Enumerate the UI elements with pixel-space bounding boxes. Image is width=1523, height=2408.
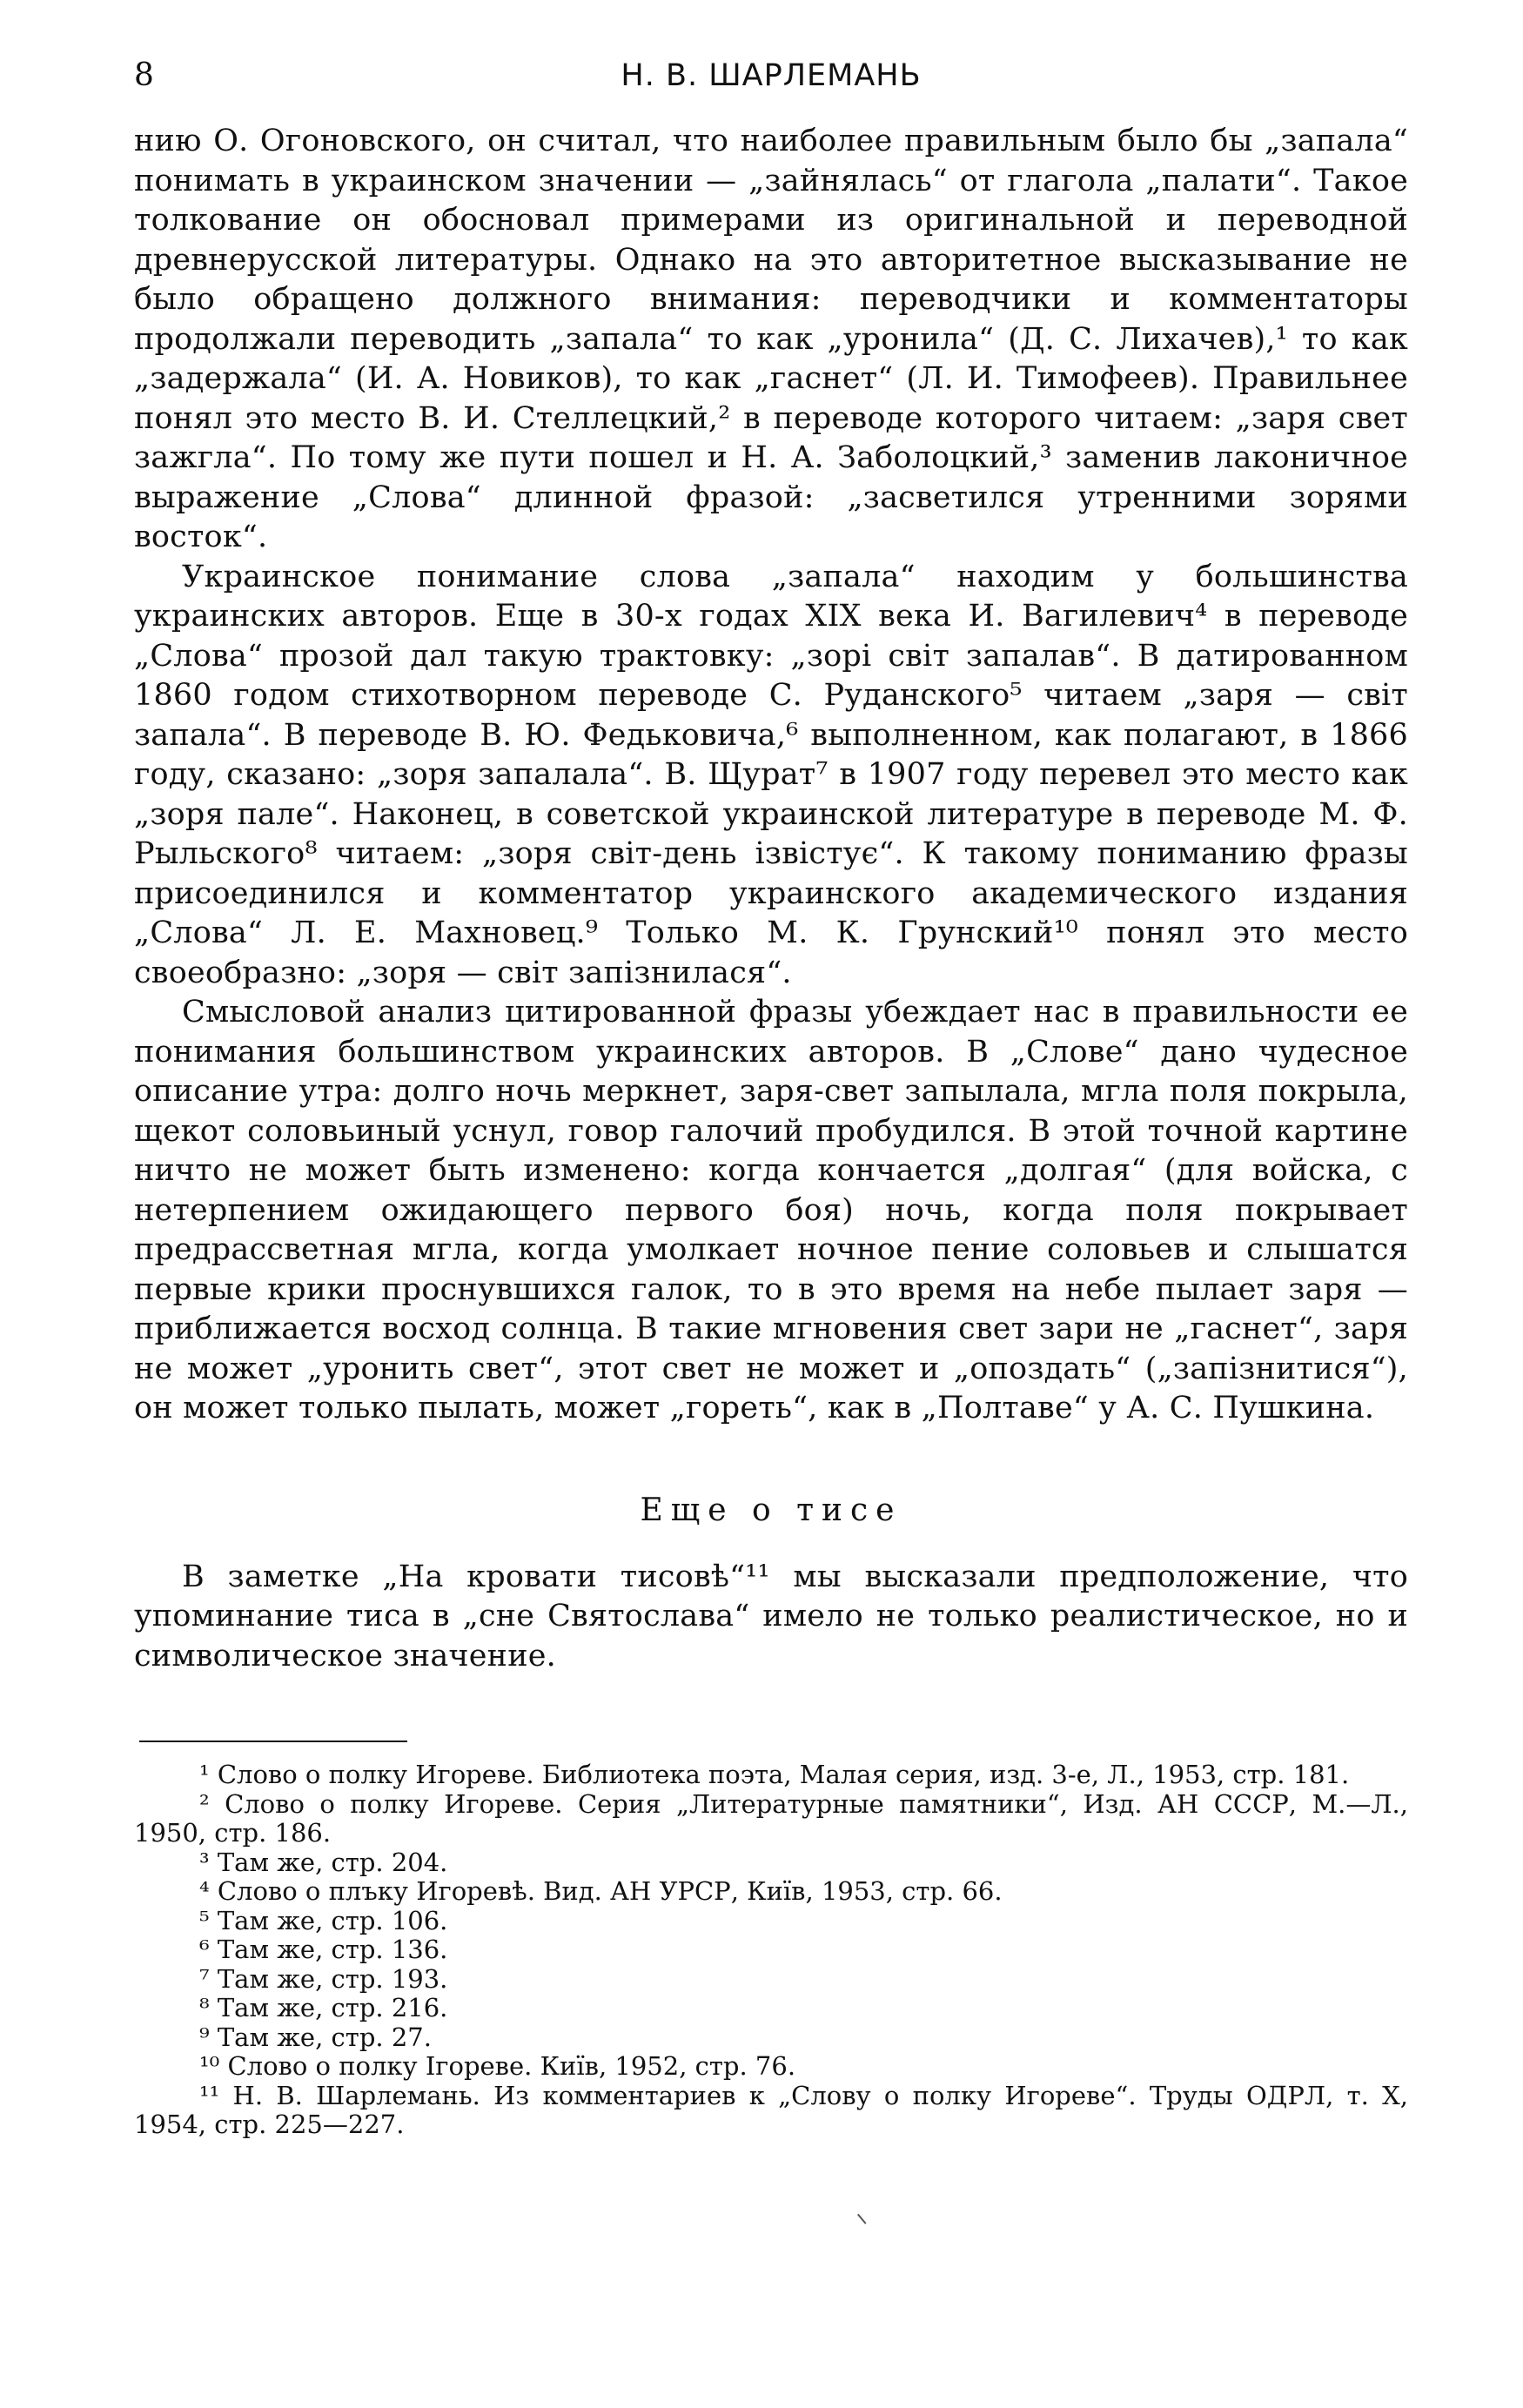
footnote-5: ⁵ Там же, стр. 106. bbox=[199, 1905, 448, 1935]
stray-mark bbox=[857, 2208, 873, 2224]
footnote-3: ³ Там же, стр. 204. bbox=[199, 1847, 448, 1877]
footnote-9: ⁹ Там же, стр. 27. bbox=[199, 2022, 432, 2052]
footnote-8: ⁸ Там же, стр. 216. bbox=[199, 1993, 448, 2022]
footnotes bbox=[134, 1761, 1408, 2140]
footnote-2: ² Слово о полку Игореве. Серия „Литературные памятники“, Изд. АН СССР, М.—Л., 1950, стр. 186. bbox=[134, 1788, 1408, 1848]
page-number: 8 bbox=[134, 57, 154, 93]
footnote-4: ⁴ Слово о плъку Игоревѣ. Вид. АН УРСР, Київ, 1953, стр. 66. bbox=[199, 1876, 1003, 1906]
footnote-11: ¹¹ Н. В. Шарлемань. Из комментариев к „Слову о полку Игореве“. Труды ОДРЛ, т. X, 1954, стр. 225—227. bbox=[134, 2080, 1408, 2139]
body-text bbox=[134, 122, 1408, 1676]
paragraph-semantic-analysis: Смысловой анализ цитированной фразы убеждает нас в правильности ее понимания большинством украинских авторов. В „Слове“ дано чудесное описание утра: долго ночь меркнет, заря-свет запылала, мгла поля покрыла, щекот соловьиный уснул, говор галочий пробудился. В этой точной картине ничто не может быть изменено: когда кончается „долгая“ (для войска, с нетерпением ожидающего первого боя) ночь, когда поля покрывает предрассветная мгла, когда умолкает ночное пение соловьев и слышатся первые крики проснувшихся галок, то в это время на небе пылает заря — приближается восход солнца. В такие мгновения свет зари не „гаснет“, заря не может „уронить свет“, этот свет не может и „опоздать“ („запізнитися“), он может только пылать, может „гореть“, как в „Полтаве“ у А. С. Пушкина. bbox=[134, 995, 1408, 1425]
footnote-10: ¹⁰ Слово о полку Ігореве. Київ, 1952, стр. 76. bbox=[199, 2051, 796, 2081]
footnotes-divider bbox=[139, 1741, 407, 1742]
footnote-1: ¹ Слово о полку Игореве. Библиотека поэта, Малая серия, изд. 3-е, Л., 1953, стр. 181. bbox=[199, 1760, 1350, 1789]
paragraph-continuation: нию О. Огоновского, он считал, что наиболее правильным было бы „запала“ понимать в украинском значении — „зайнялась“ от глагола „палати“. Такое толкование он обосновал примерами из оригинальной и переводной древнерусской литературы. Однако на это авторитетное высказывание не было обращено должного внимания: переводчики и комментаторы продолжали переводить „запала“ то как „уронила“ (Д. С. Лихачев),¹ то как „задержала“ (И. А. Новиков), то как „гаснет“ (Л. И. Тимофеев). Правильнее понял это место В. И. Стеллецкий,² в переводе которого читаем: „заря свет зажгла“. По тому же пути пошел и Н. А. Заболоцкий,³ заменив лаконичное выражение „Слова“ длинной фразой: „засветился утренними зорями восток“. bbox=[134, 124, 1408, 554]
running-title: Н. В. ШАРЛЕМАНЬ bbox=[621, 58, 922, 93]
footnote-7: ⁷ Там же, стр. 193. bbox=[199, 1963, 448, 1994]
paragraph-section-intro: В заметке „На кровати тисовѣ“¹¹ мы высказали предположение, что упоминание тиса в „сне Святослава“ имело не только реалистическое, но и символическое значение. bbox=[134, 1559, 1408, 1674]
paragraph-ukrainian-understanding: Украинское понимание слова „запала“ находим у большинства украинских авторов. Еще в 30-х годах XIX века И. Вагилевич⁴ в переводе „Слова“ прозой дал такую трактовку: „зорі світ запалав“. В датированном 1860 годом стихотворном переводе С. Руданского⁵ читаем „заря — світ запала“. В переводе В. Ю. Федьковича,⁶ выполненном, как полагают, в 1866 году, сказано: „зоря запалала“. В. Щурат⁷ в 1907 году перевел это место как „зоря пале“. Наконец, в советской украинской литературе в переводе М. Ф. Рыльского⁸ читаем: „зоря світ-день ізвістує“. К такому пониманию фразы присоединился и комментатор украинского академического издания „Слова“ Л. Е. Махновец.⁹ Только М. К. Грунский¹⁰ понял это место своеобразно: „зоря — світ запізнилася“. bbox=[134, 559, 1408, 990]
section-title: Еще о тисе bbox=[640, 1492, 902, 1528]
running-head bbox=[134, 54, 1408, 97]
footnote-6: ⁶ Там же, стр. 136. bbox=[199, 1935, 448, 1964]
